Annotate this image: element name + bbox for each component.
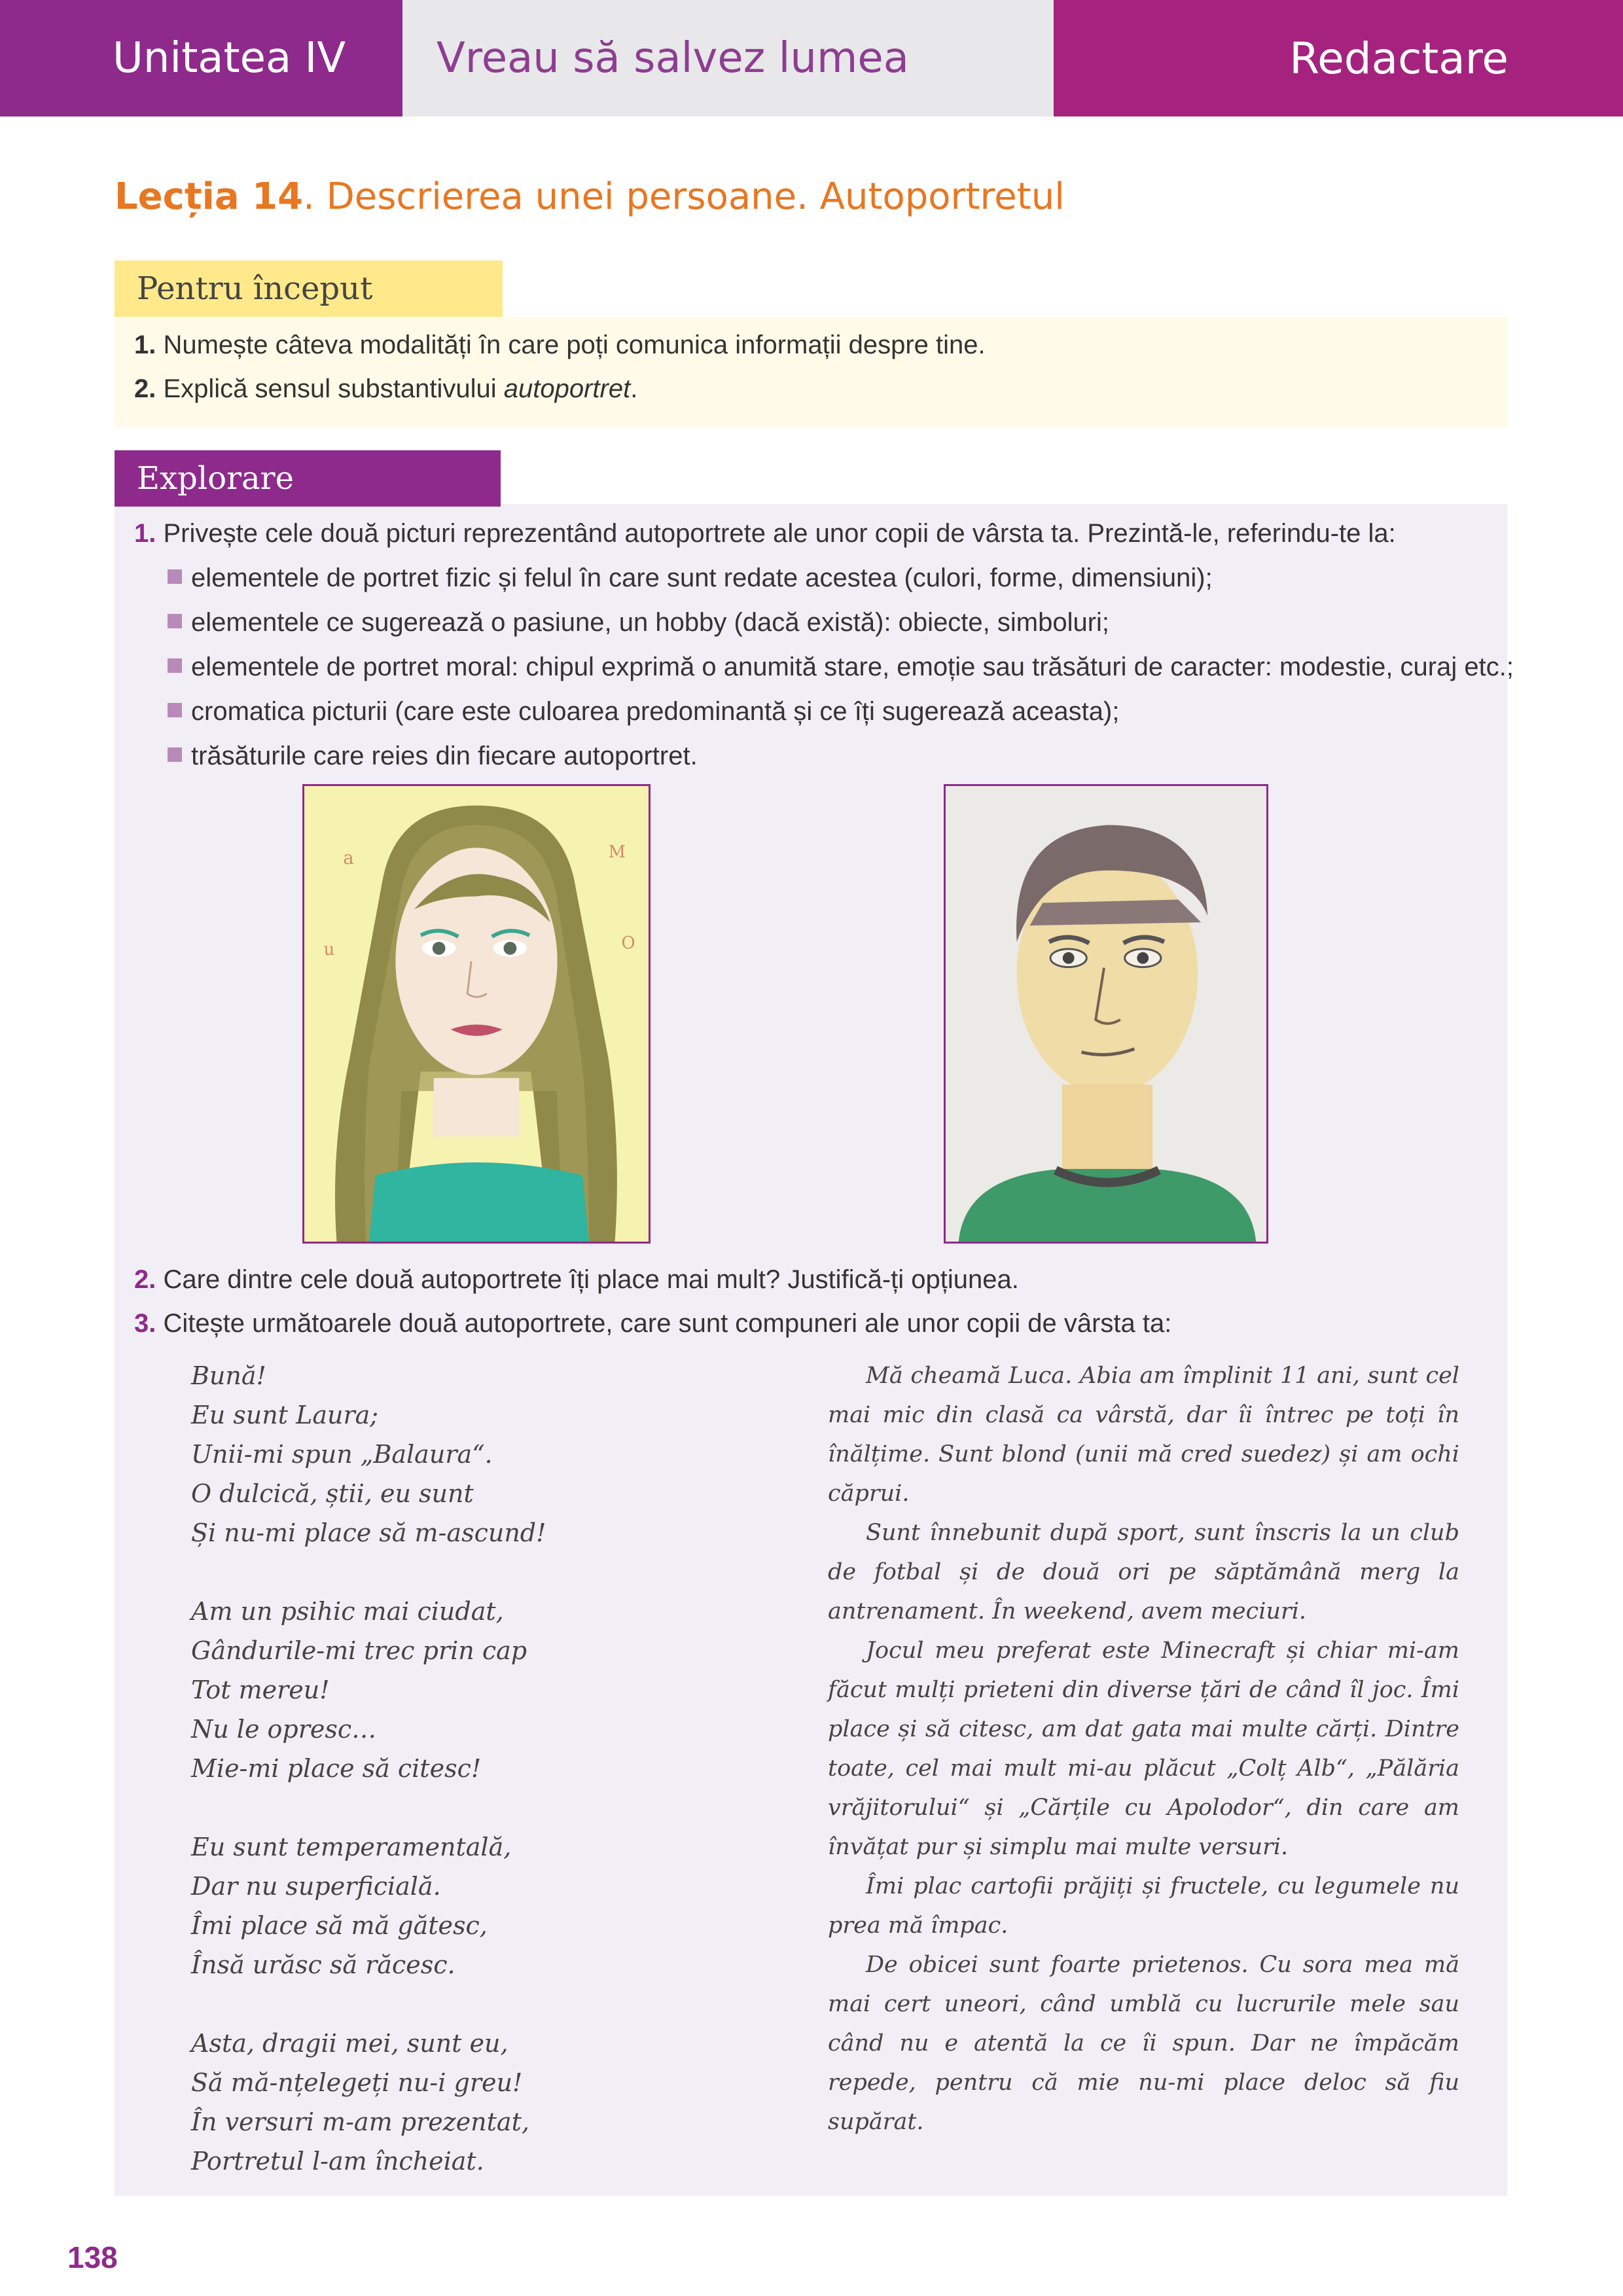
bullet-square-icon xyxy=(168,747,182,762)
poem-stanza xyxy=(191,1827,780,1984)
bullet-item xyxy=(168,697,1119,726)
poem-line: Eu sunt temperamentală, xyxy=(191,1833,512,1861)
svg-text:u: u xyxy=(323,939,335,960)
bullet-square-icon xyxy=(168,569,182,584)
svg-text:O: O xyxy=(621,933,635,953)
intro-question-2 xyxy=(134,374,637,404)
poem-line: Bună! xyxy=(191,1361,266,1390)
bullet-text: elementele de portret fizic și felul în care sunt redate acestea (culori, forme, dimensiuni); xyxy=(191,564,1213,592)
composition-paragraph: Îmi plac cartofii prăjiți și fructele, cu legumele nu prea mă împac. xyxy=(828,1873,1459,1939)
poem-line: O dulcică, știi, eu sunt xyxy=(191,1479,474,1508)
lesson-title xyxy=(115,175,1065,218)
question-text: Explică sensul substantivului xyxy=(156,374,504,403)
poem-stanza xyxy=(191,1356,780,1552)
bullet-text: trăsăturile care reies din fiecare autoportret. xyxy=(191,742,698,770)
bullet-item xyxy=(168,564,1213,593)
poem-line: Am un psihic mai ciudat, xyxy=(191,1597,504,1626)
explore-question-2 xyxy=(134,1265,1019,1295)
question-text: Citește următoarele două autoportrete, care sunt compuneri ale unor copii de vârsta ta: xyxy=(156,1309,1172,1338)
composition-paragraph: Jocul meu preferat este Minecraft și chiar mi-am făcut mulți prieteni din diverse țări de când îl joc. Îmi place și să citesc, am dat gata mai multe cărți. Dintre toate, cel mai mult mi-au plăcut „Colț Alb“, „Pălăria vrăjitorului“ și „Cărțile cu Apolodor“, din care am învățat pur și simplu mai multe versuri. xyxy=(828,1638,1459,1860)
bullet-square-icon xyxy=(168,614,182,628)
question-text: Care dintre cele două autoportrete îți place mai mult? Justifică-ți opțiunea. xyxy=(156,1265,1019,1294)
poem-line: În versuri m-am prezentat, xyxy=(191,2108,529,2136)
question-text: Privește cele două picturi reprezentând autoportrete ale unor copii de vârsta ta. Prezintă-le, referindu-te la: xyxy=(156,519,1396,548)
boy-portrait-drawing xyxy=(946,786,1266,1242)
poem-line: Mie-mi place să citesc! xyxy=(191,1754,482,1783)
poem-stanza xyxy=(191,2024,780,2181)
bullet-square-icon xyxy=(168,703,182,717)
bullet-text: elementele ce sugerează o pasiune, un hobby (dacă există): obiecte, simboluri; xyxy=(191,608,1110,637)
poem-line: Tot mereu! xyxy=(191,1676,330,1704)
lesson-subtitle: . Descrierea unei persoane. Autoportretul xyxy=(303,175,1065,218)
poem-line: Asta, dragii mei, sunt eu, xyxy=(191,2029,508,2058)
explore-question-1 xyxy=(134,519,1396,548)
svg-text:a: a xyxy=(343,846,354,869)
poem-line: Să mă-nțelegeți nu-i greu! xyxy=(191,2068,523,2097)
boy-self-portrait-image xyxy=(944,784,1268,1244)
poem-line: Dar nu superficială. xyxy=(191,1872,441,1901)
question-number: 3. xyxy=(134,1309,156,1338)
poem-line: Portretul l-am încheiat. xyxy=(191,2147,484,2176)
unit-label: Unitatea IV xyxy=(0,0,402,117)
question-number: 2. xyxy=(134,1265,156,1294)
poem-line: Și nu-mi place să m-ascund! xyxy=(191,1518,546,1547)
girl-self-portrait-image xyxy=(302,784,651,1244)
question-number: 1. xyxy=(134,519,156,548)
poem-stanza xyxy=(191,1592,780,1788)
question-tail: . xyxy=(630,374,638,403)
bullet-item xyxy=(168,742,698,771)
bullet-item xyxy=(168,608,1109,637)
lesson-label: Lecția 14 xyxy=(115,175,304,218)
bullet-text: elementele de portret moral: chipul exprimă o anumită stare, emoție sau trăsături de caracter: modestie, curaj etc.; xyxy=(191,653,1514,681)
girl-portrait-drawing xyxy=(304,786,649,1242)
question-text: Numește câteva modalități în care poți comunica informații despre tine. xyxy=(156,331,986,359)
explore-question-3 xyxy=(134,1309,1171,1338)
poem-line: Însă urăsc să răcesc. xyxy=(191,1950,455,1979)
section-label: Redactare xyxy=(1054,0,1623,117)
laura-poem xyxy=(191,1356,780,2220)
poem-line: Gândurile-mi trec prin cap xyxy=(191,1636,527,1665)
poem-line: Îmi place să mă gătesc, xyxy=(191,1911,488,1940)
poem-line: Eu sunt Laura; xyxy=(191,1401,379,1429)
composition-paragraph: De obicei sunt foarte prietenos. Cu sora mea mă mai cert uneori, când umblă cu lucrurile mele sau când nu e atentă la ce îi spun. Dar ne împăcăm repede, pentru că mie nu-mi place deloc să fiu supărat. xyxy=(828,1952,1459,2135)
bullet-item xyxy=(168,653,1514,682)
composition-paragraph: Sunt înnebunit după sport, sunt înscris la un club de fotbal și de două ori pe săptămână merg la antrenament. În weekend, avem meciuri. xyxy=(828,1520,1459,1624)
bullet-text: cromatica picturii (care este culoarea predominantă și ce îți sugerează aceasta); xyxy=(191,697,1120,726)
page-number: 138 xyxy=(67,2240,118,2274)
question-number: 2. xyxy=(134,374,156,403)
composition-paragraph: Mă cheamă Luca. Abia am împlinit 11 ani, sunt cel mai mic din clasă ca vârstă, dar îi întrec pe toți în înălțime. Sunt blond (unii mă cred suedez) și am ochi căprui. xyxy=(828,1363,1459,1507)
question-number: 1. xyxy=(134,331,156,359)
unit-title: Vreau să salvez lumea xyxy=(402,0,1054,117)
intro-question-1 xyxy=(134,331,986,360)
poem-line: Unii-mi spun „Balaura“. xyxy=(191,1440,493,1469)
explore-heading: Explorare xyxy=(115,450,501,507)
intro-heading: Pentru început xyxy=(115,260,503,317)
poem-line: Nu le opresc… xyxy=(191,1715,377,1744)
bullet-square-icon xyxy=(168,658,182,673)
luca-composition xyxy=(828,1356,1459,2142)
svg-text:M: M xyxy=(608,842,626,863)
question-emphasis: autoportret xyxy=(503,374,631,403)
